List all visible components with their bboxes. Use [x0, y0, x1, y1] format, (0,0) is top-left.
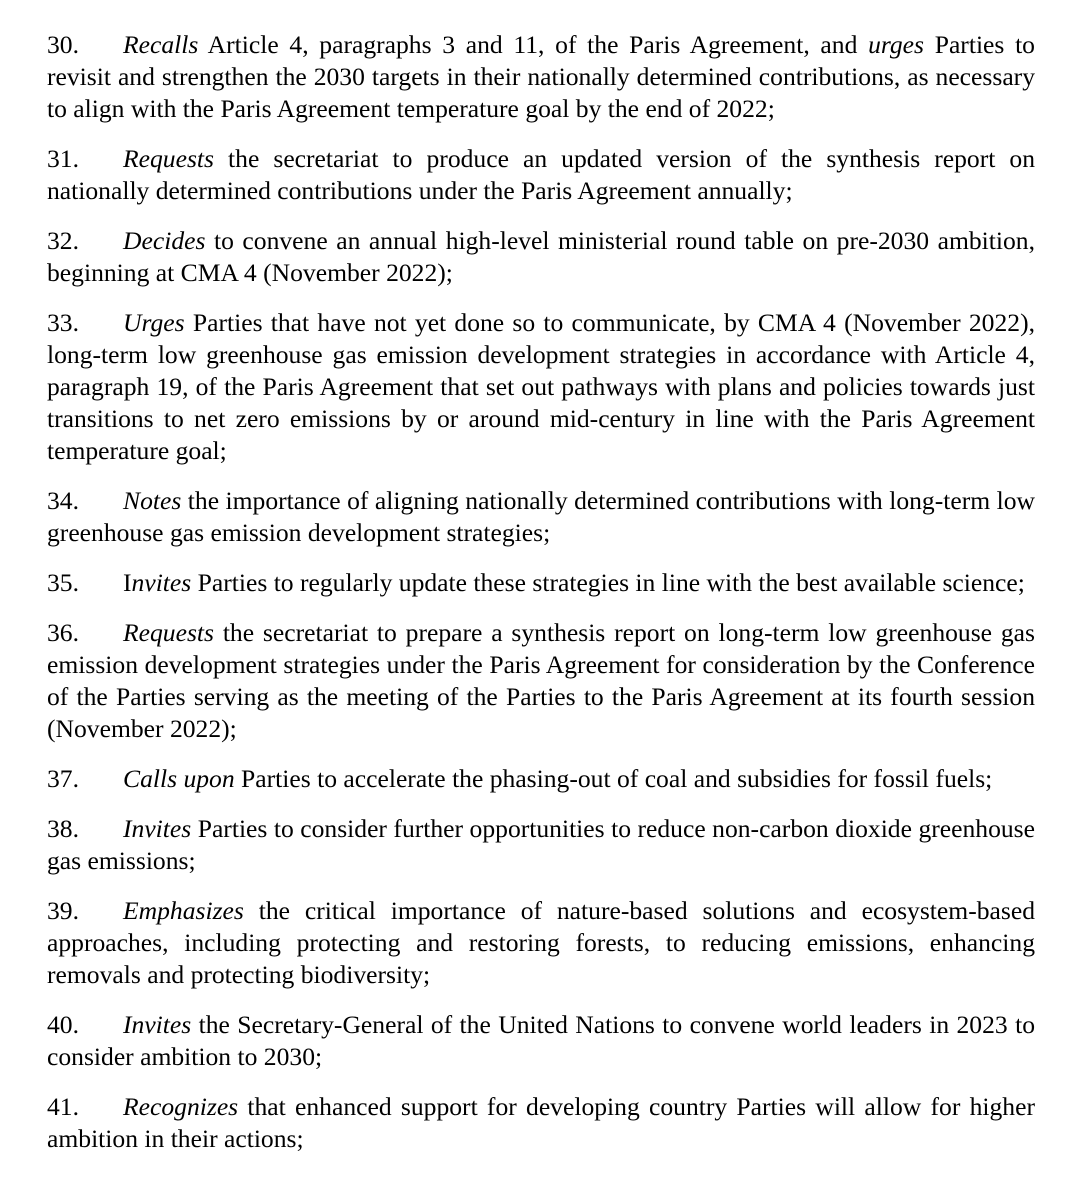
- paragraph-33: [47, 307, 1035, 467]
- operative-verb: Requests: [123, 144, 214, 173]
- paragraph-text: the secretariat to produce an updated version of the synthesis report on nationally determined contributions under the Paris Agreement annually;: [47, 144, 1035, 205]
- operative-verb: Requests: [123, 618, 214, 647]
- paragraph-number: 36.: [47, 618, 79, 647]
- paragraph-text: the secretariat to prepare a synthesis report on long-term low greenhouse gas emission development strategies under the Paris Agreement for consideration by the Conference of the Parties serving as the meeting of the Parties to the Paris Agreement at its fourth session (November 2022);: [47, 618, 1035, 743]
- paragraph-number: 37.: [47, 764, 79, 793]
- paragraph-number: 41.: [47, 1092, 79, 1121]
- paragraph-38: [47, 813, 1035, 877]
- operative-verb: Decides: [123, 226, 206, 255]
- paragraph-36: [47, 617, 1035, 745]
- paragraph-text: Parties to consider further opportunities to reduce non-carbon dioxide greenhouse gas emissions;: [47, 814, 1035, 875]
- paragraph-37: [47, 763, 1035, 795]
- document-page: [47, 29, 1035, 1173]
- operative-verb: Emphasizes: [123, 896, 244, 925]
- operative-verb: Invites: [123, 1010, 192, 1039]
- paragraph-text: that enhanced support for developing country Parties will allow for higher ambition in their actions;: [47, 1092, 1035, 1153]
- paragraph-number: 31.: [47, 144, 79, 173]
- paragraph-number: 35.: [47, 568, 79, 597]
- paragraph-30: [47, 29, 1035, 125]
- paragraph-34: [47, 485, 1035, 549]
- operative-verb: Notes: [123, 486, 182, 515]
- paragraph-number: 30.: [47, 30, 79, 59]
- paragraph-text: the Secretary-General of the United Nations to convene world leaders in 2023 to consider ambition to 2030;: [47, 1010, 1035, 1071]
- operative-verb: nvites: [131, 568, 192, 597]
- paragraph-text: the importance of aligning nationally determined contributions with long-term low greenhouse gas emission development strategies;: [47, 486, 1035, 547]
- paragraph-text: the critical importance of nature-based solutions and ecosystem-based approaches, including protecting and restoring forests, to reducing emissions, enhancing removals and protecting biodiversity;: [47, 896, 1035, 989]
- paragraph-number: 32.: [47, 226, 79, 255]
- paragraph-number: 33.: [47, 308, 79, 337]
- paragraph-32: [47, 225, 1035, 289]
- paragraph-text: Parties to accelerate the phasing-out of coal and subsidies for fossil fuels;: [234, 764, 993, 793]
- paragraph-text: Parties to regularly update these strategies in line with the best available science;: [191, 568, 1025, 597]
- operative-verb: Urges: [123, 308, 185, 337]
- operative-verb: Calls upon: [123, 764, 235, 793]
- paragraph-number: 40.: [47, 1010, 79, 1039]
- operative-verb-initial: I: [123, 568, 132, 597]
- paragraph-number: 34.: [47, 486, 79, 515]
- paragraph-40: [47, 1009, 1035, 1073]
- operative-verb: Recognizes: [123, 1092, 239, 1121]
- paragraph-31: [47, 143, 1035, 207]
- paragraph-number: 38.: [47, 814, 79, 843]
- paragraph-35: [47, 567, 1035, 599]
- operative-verb: urges: [868, 30, 925, 59]
- paragraph-number: 39.: [47, 896, 79, 925]
- paragraph-39: [47, 895, 1035, 991]
- paragraph-text: to convene an annual high-level ministerial round table on pre-2030 ambition, beginning at CMA 4 (November 2022);: [47, 226, 1035, 287]
- paragraph-text: Article 4, paragraphs 3 and 11, of the Paris Agreement, and: [198, 30, 869, 59]
- operative-verb: Invites: [123, 814, 192, 843]
- paragraph-text: Parties that have not yet done so to communicate, by CMA 4 (November 2022), long-term low greenhouse gas emission development strategies in accordance with Article 4, paragraph 19, of the Paris Agreement that set out pathways with plans and policies towards just transitions to net zero emissions by or around mid-century in line with the Paris Agreement temperature goal;: [47, 308, 1035, 465]
- paragraph-text: Parties to revisit and strengthen the 2030 targets in their nationally determined contributions, as necessary to align with the Paris Agreement temperature goal by the end of 2022;: [47, 30, 1035, 123]
- operative-verb: Recalls: [123, 30, 199, 59]
- paragraph-41: [47, 1091, 1035, 1155]
